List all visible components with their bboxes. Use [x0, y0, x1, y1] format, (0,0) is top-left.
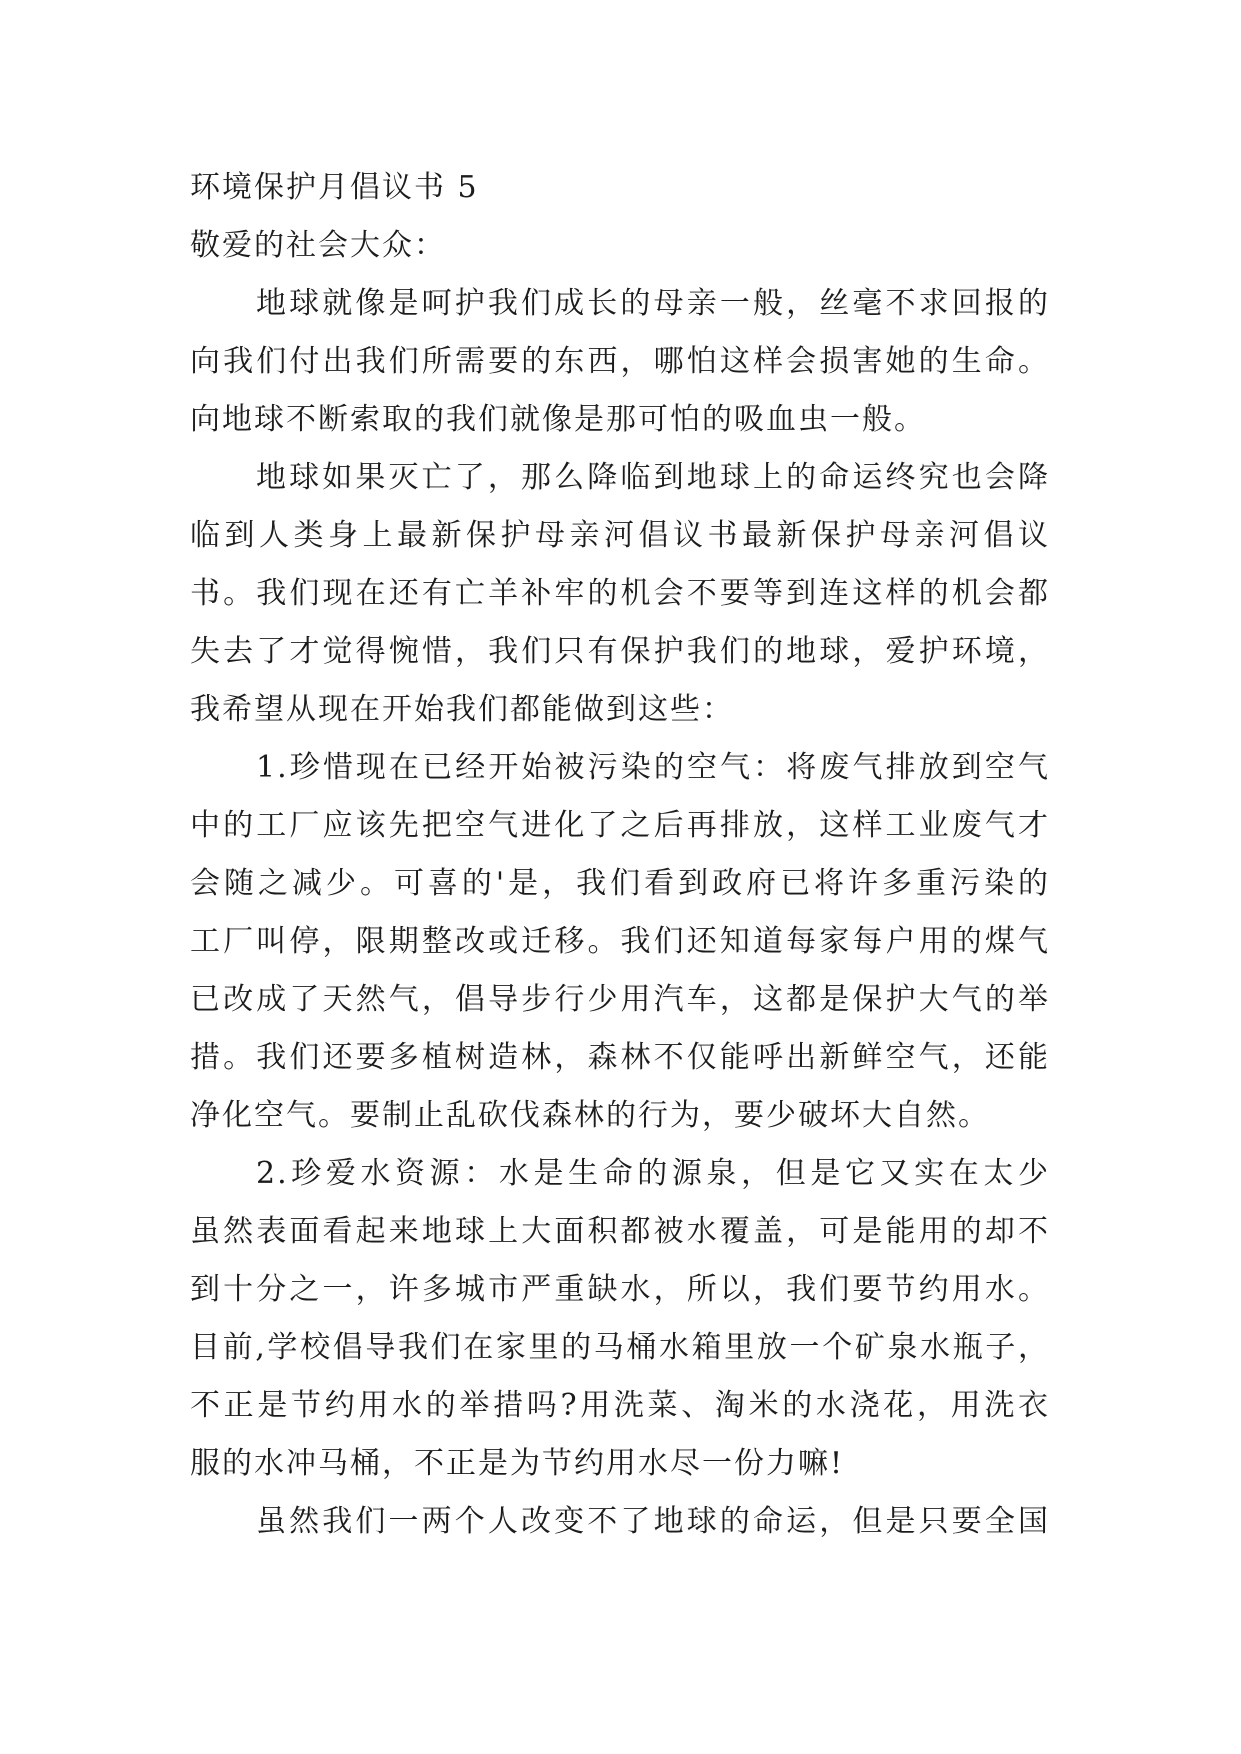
- text-line: 地球如果灭亡了，那么降临到地球上的命运终究也会降: [256, 460, 1050, 495]
- text-line: 虽然我们一两个人改变不了地球的命运，但是只要全国: [256, 1504, 1050, 1539]
- text-line: 会随之减少。可喜的'是，我们看到政府已将许多重污染的: [190, 866, 1050, 901]
- text-line: 已改成了天然气，倡导步行少用汽车，这都是保护大气的举: [190, 982, 1050, 1017]
- paragraph-closing: [190, 1493, 1050, 1551]
- paragraph-item-2-water: [190, 1145, 1050, 1493]
- text-line: 措。我们还要多植树造林，森林不仅能呼出新鲜空气，还能: [190, 1040, 1050, 1075]
- salutation: 敬爱的社会大众：: [190, 228, 446, 263]
- text-line: 向我们付出我们所需要的东西，哪怕这样会损害她的生命。: [190, 344, 1050, 379]
- text-line: 书。我们现在还有亡羊补牢的机会不要等到连这样的机会都: [190, 576, 1050, 611]
- text-line: 失去了才觉得惋惜，我们只有保护我们的地球，爱护环境，: [190, 634, 1050, 669]
- text-line: 虽然表面看起来地球上大面积都被水覆盖，可是能用的却不: [190, 1214, 1050, 1249]
- text-line: 工厂叫停，限期整改或迁移。我们还知道每家每户用的煤气: [190, 924, 1050, 959]
- document-body: [190, 159, 1050, 1551]
- paragraph-appeal: [190, 449, 1050, 739]
- text-line: 中的工厂应该先把空气进化了之后再排放，这样工业废气才: [190, 808, 1050, 843]
- text-line: 服的水冲马桶，不正是为节约用水尽一份力嘛!: [190, 1446, 845, 1481]
- document-title: 环境保护月倡议书 5: [190, 170, 479, 205]
- text-line: 到十分之一，许多城市严重缺水，所以，我们要节约用水。: [190, 1272, 1050, 1307]
- text-line: 临到人类身上最新保护母亲河倡议书最新保护母亲河倡议: [190, 518, 1050, 553]
- paragraph-item-1-air: [190, 739, 1050, 1145]
- paragraph-intro: [190, 275, 1050, 449]
- text-line: 我希望从现在开始我们都能做到这些：: [190, 692, 734, 727]
- text-line: 地球就像是呵护我们成长的母亲一般，丝毫不求回报的: [256, 286, 1050, 321]
- text-line: 向地球不断索取的我们就像是那可怕的吸血虫一般。: [190, 402, 926, 437]
- text-line: 1.珍惜现在已经开始被污染的空气：将废气排放到空气: [256, 750, 1050, 785]
- text-line: 2.珍爱水资源：水是生命的源泉，但是它又实在太少: [256, 1156, 1050, 1191]
- text-line: 净化空气。要制止乱砍伐森林的行为，要少破坏大自然。: [190, 1098, 990, 1133]
- text-line: 目前,学校倡导我们在家里的马桶水箱里放一个矿泉水瓶子，: [190, 1330, 1050, 1365]
- text-line: 不正是节约用水的举措吗?用洗菜、淘米的水浇花，用洗衣: [190, 1388, 1050, 1423]
